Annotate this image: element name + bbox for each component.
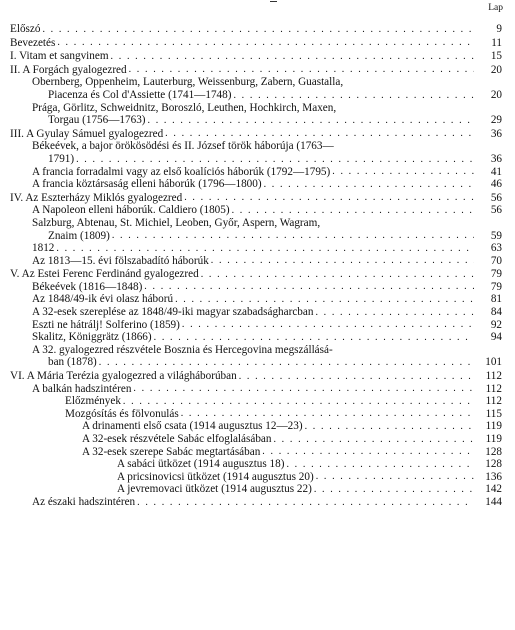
toc-entry-title: A Napoleon elleni háborúk. Caldiero (1805) — [32, 204, 230, 217]
toc-entry — [10, 306, 504, 319]
toc-page-number: 11 — [491, 36, 502, 49]
toc-entry — [10, 370, 504, 383]
toc-page-number: 128 — [485, 458, 502, 471]
dot-leader — [42, 24, 474, 36]
toc-entry-title: IV. Az Eszterházy Miklós gyalogezred — [10, 191, 183, 204]
dot-leader — [211, 255, 474, 267]
toc-entry-line — [32, 217, 504, 230]
toc-entry-title: A 32-esek részvétele Sabác elfoglalásában — [82, 433, 272, 445]
dot-leader — [165, 128, 474, 140]
toc-entry-line — [32, 356, 504, 369]
header-dash — [270, 1, 277, 2]
toc-page-number: 15 — [490, 50, 502, 63]
toc-page-number: 79 — [490, 280, 502, 293]
toc-entry — [10, 268, 504, 281]
dot-leader — [232, 205, 474, 217]
toc-entry-title: Skalitz, Königgrätz (1866) — [32, 331, 152, 344]
dot-leader — [239, 371, 474, 383]
toc-entry-title: Bevezetés — [10, 36, 56, 49]
toc-page-number: 56 — [490, 204, 502, 217]
toc-entry-title: A francia köztársaság elleni háborúk (1796—1800) — [32, 178, 262, 191]
toc-entry — [10, 293, 504, 306]
toc-page-number: 119 — [485, 420, 502, 433]
toc-entry-line — [32, 76, 504, 89]
toc-entry-line — [10, 37, 504, 50]
toc-page-number: 94 — [490, 331, 502, 344]
toc-entry-line — [65, 395, 504, 408]
toc-entry-title: VI. A Mária Terézia gyalogezred a világháborúban — [10, 370, 237, 383]
toc-entry-title: A jevremovaci ütközet (1914 augusztus 22) — [117, 483, 312, 496]
toc-entry-line — [10, 50, 504, 63]
toc-entry-line — [117, 483, 504, 496]
toc-entry-line — [32, 230, 504, 243]
toc-page-number: 81 — [490, 293, 502, 306]
toc-entry-line — [82, 433, 504, 446]
toc-entry-line — [10, 128, 504, 141]
toc-entry-line — [32, 496, 504, 509]
dot-leader — [112, 230, 474, 242]
toc-entry — [10, 64, 504, 77]
dot-leader — [111, 51, 474, 63]
toc-entry — [10, 458, 504, 471]
toc-entry — [10, 102, 504, 127]
dot-leader — [182, 319, 474, 331]
toc-page-number: 84 — [490, 306, 502, 319]
toc-page-number: 36 — [490, 127, 502, 140]
toc-entry-line — [10, 192, 504, 205]
toc-entry — [10, 319, 504, 332]
toc-entry — [10, 383, 504, 396]
toc-entry-title: Előzmények — [65, 395, 121, 408]
toc-entry-line — [32, 319, 504, 332]
toc-page-number: 144 — [485, 495, 502, 508]
toc-page-number: 29 — [490, 114, 502, 127]
toc-entry-title: A 32-esek szereplése az 1848/49-iki magyar szabadságharcban — [32, 306, 314, 319]
toc-entry — [10, 433, 504, 446]
toc-entry-title: I. Vitam et sangvinem — [10, 50, 109, 63]
dot-leader — [57, 37, 474, 49]
toc-entry-title: Előszó — [10, 23, 41, 35]
dot-leader — [314, 484, 474, 496]
toc-entry — [10, 166, 504, 179]
toc-entry-title: Az 1813—15. évi fölszabadító háborúk — [32, 254, 209, 267]
toc-entry-line — [32, 89, 504, 102]
toc-entry-title: A balkán hadszintéren — [32, 382, 132, 395]
toc-entry — [10, 496, 504, 509]
toc-entry-title: ban (1878) — [48, 356, 97, 369]
dot-leader — [201, 269, 474, 281]
toc-entry-title: A francia forradalmi vagy az első koalíciós háborúk (1792—1795) — [32, 165, 331, 178]
toc-entry-title: Az 1848/49-ik évi olasz háború — [32, 293, 174, 306]
dot-leader — [154, 332, 474, 344]
toc-page-number: 63 — [490, 242, 502, 255]
toc-entry — [10, 140, 504, 165]
toc-entry — [10, 408, 504, 421]
toc-entry-line — [32, 281, 504, 294]
toc-entry — [10, 471, 504, 484]
toc-entry — [10, 281, 504, 294]
toc-entry-title: III. A Gyulay Sámuel gyalogezred — [10, 127, 164, 140]
toc-entry-title: Piacenza és Col d'Assiette (1741—1748) — [48, 88, 232, 101]
toc-entry-title: Obernberg, Oppenheim, Lauterburg, Weissenburg, Zabern, Guastalla, — [32, 76, 344, 89]
toc-entry — [10, 255, 504, 268]
toc-entry — [10, 204, 504, 217]
toc-entry-line — [32, 383, 504, 396]
dot-leader — [133, 383, 474, 395]
toc-entry-line — [10, 23, 504, 36]
toc-entry-line — [32, 293, 504, 306]
dot-leader — [305, 421, 474, 433]
dot-leader — [262, 446, 474, 458]
dot-leader — [129, 64, 474, 76]
toc-entry-title: 1812 — [32, 242, 55, 255]
toc-entry-title: Békeévek, a bajor örökösödési és II. József török háborúja (1763— — [32, 140, 334, 153]
toc-entry-line — [32, 114, 504, 127]
toc-entry-line — [32, 102, 504, 115]
toc-page-number: 36 — [490, 152, 502, 165]
toc-entry — [10, 331, 504, 344]
toc-page-number: 46 — [490, 178, 502, 191]
toc-entry-title: A pricsinovicsi ütközet (1914 augusztus 20) — [117, 470, 314, 483]
toc-entry-line — [10, 268, 504, 281]
toc-entry-line — [32, 344, 504, 357]
toc-entry-line — [32, 331, 504, 344]
toc-entry-line — [10, 370, 504, 383]
toc-entry-line — [32, 166, 504, 179]
table-of-contents — [10, 23, 504, 509]
dot-leader — [144, 281, 474, 293]
toc-entry-title: Torgau (1756—1763) — [48, 114, 146, 127]
toc-entry — [10, 50, 504, 63]
dot-leader — [316, 471, 474, 483]
toc-entry-line — [65, 408, 504, 421]
toc-entry-title: A drinamenti első csata (1914 augusztus 12—23) — [82, 420, 303, 433]
toc-entry — [10, 483, 504, 496]
page-column-label: Lap — [488, 3, 503, 13]
toc-page-number: 119 — [485, 433, 502, 445]
toc-entry — [10, 420, 504, 433]
toc-page-number: 56 — [490, 191, 502, 204]
dot-leader — [184, 192, 474, 204]
toc-page-number: 70 — [490, 254, 502, 267]
toc-entry — [10, 128, 504, 141]
toc-entry-title: Mozgósítás és fölvonulás — [65, 407, 179, 420]
toc-entry — [10, 37, 504, 50]
toc-entry-title: Znaim (1809) — [48, 229, 110, 242]
toc-entry — [10, 242, 504, 255]
toc-page-number: 115 — [485, 407, 502, 420]
toc-page-number: 79 — [490, 268, 502, 281]
toc-entry — [10, 23, 504, 36]
toc-page-number: 112 — [485, 370, 502, 383]
dot-leader — [273, 434, 474, 446]
toc-page-number: 112 — [485, 395, 502, 408]
dot-leader — [332, 166, 474, 178]
dot-leader — [137, 497, 474, 509]
dot-leader — [123, 396, 474, 408]
toc-entry-line — [82, 420, 504, 433]
dot-leader — [233, 90, 474, 102]
toc-page-number: 59 — [490, 229, 502, 242]
toc-entry — [10, 344, 504, 369]
dot-leader — [175, 294, 474, 306]
toc-entry-title: Az északi hadszintéren — [32, 495, 136, 508]
toc-page-number: 128 — [485, 445, 502, 458]
toc-entry-line — [82, 446, 504, 459]
dot-leader — [286, 459, 474, 471]
toc-entry-title: A sabáci ütközet (1914 augusztus 18) — [117, 458, 285, 471]
toc-page-number: 9 — [496, 23, 502, 35]
toc-entry-line — [32, 204, 504, 217]
dot-leader — [56, 243, 474, 255]
toc-entry — [10, 446, 504, 459]
toc-entry-line — [10, 64, 504, 77]
toc-entry-title: Békeévek (1816—1848) — [32, 280, 143, 293]
toc-entry-title: II. A Forgách gyalogezred — [10, 63, 127, 76]
toc-entry-title: A 32-esek szerepe Sabác megtartásában — [82, 445, 261, 458]
toc-entry-title: Prága, Görlitz, Schweidnitz, Boroszló, Leuthen, Hochkirch, Maxen, — [32, 101, 337, 114]
toc-page-number: 20 — [490, 88, 502, 101]
toc-entry-title: Eszti ne hátrálj! Solferino (1859) — [32, 318, 180, 331]
toc-entry — [10, 395, 504, 408]
toc-entry-title: Salzburg, Abtenau, St. Michiel, Leoben, Győr, Aspern, Wagram, — [32, 216, 321, 229]
toc-entry — [10, 217, 504, 242]
toc-page-number: 112 — [485, 382, 502, 395]
toc-entry — [10, 178, 504, 191]
toc-entry-line — [32, 140, 504, 153]
toc-entry-line — [32, 242, 504, 255]
toc-entry-title: 1791) — [48, 152, 75, 165]
toc-page-number: 20 — [490, 63, 502, 76]
toc-page-number: 142 — [485, 483, 502, 496]
toc-entry-line — [117, 471, 504, 484]
toc-page-number: 101 — [485, 356, 502, 369]
toc-entry — [10, 76, 504, 101]
toc-entry-line — [32, 178, 504, 191]
toc-page-number: 41 — [490, 165, 502, 178]
toc-entry-title: V. Az Estei Ferenc Ferdinánd gyalogezred — [10, 268, 199, 281]
toc-entry-line — [32, 255, 504, 268]
dot-leader — [148, 115, 474, 127]
toc-entry-line — [117, 458, 504, 471]
dot-leader — [315, 307, 474, 319]
dot-leader — [181, 408, 474, 420]
toc-page-number: 92 — [490, 318, 502, 331]
toc-entry-line — [32, 306, 504, 319]
dot-leader — [99, 357, 474, 369]
dot-leader — [264, 179, 474, 191]
toc-page-number: 136 — [485, 470, 502, 483]
dot-leader — [76, 154, 474, 166]
toc-entry-title: A 32. gyalogezred részvétele Bosznia és Hercegovina megszállásá- — [32, 343, 333, 356]
toc-entry — [10, 192, 504, 205]
toc-entry-line — [32, 153, 504, 166]
